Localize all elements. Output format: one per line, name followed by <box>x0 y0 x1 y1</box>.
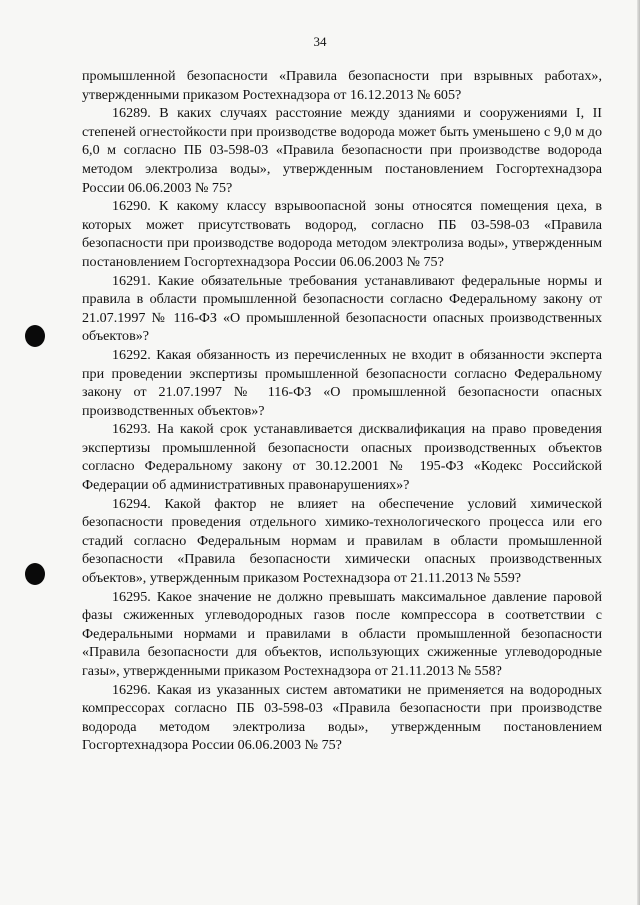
question-16295: 16295. Какое значение не должно превышать максимальное давление паровой фазы сжиженных углеводородных газов после компрессора в соответствии с Федеральными нормами и правилами в области промышленной безопасности «Правила безопасности для объектов, использующих сжиженные углеводородные газы», утвержденными приказом Ростехнадзора от 21.11.2013 № 558? <box>82 588 602 679</box>
text-column <box>82 67 602 755</box>
punch-hole-top <box>25 325 45 347</box>
paragraph-continuation: промышленной безопасности «Правила безопасности при взрывных работах», утвержденными приказом Ростехнадзора от 16.12.2013 № 605? <box>82 68 602 103</box>
page-number: 34 <box>313 34 327 49</box>
question-16294: 16294. Какой фактор не влияет на обеспечение условий химической безопасности проведения отдельного химико-технологического процесса или его стадий согласно Федеральным нормам и правилам в области промышленной безопасности «Правила безопасности химически опасных производственных объектов», утвержденным приказом Ростехнадзора от 21.11.2013 № 559? <box>82 495 602 587</box>
question-16293: 16293. На какой срок устанавливается дисквалификация на право проведения экспертизы промышленной безопасности опасных производственных объектов согласно Федеральному закону от 30.12.2001 № 195-ФЗ «Кодекс Российской Федерации об административных правонарушениях»? <box>82 421 602 494</box>
question-16292: 16292. Какая обязанность из перечисленных не входит в обязанности эксперта при проведении экспертизы промышленной безопасности согласно Федеральному закону от 21.07.1997 № 116-ФЗ «О промышленной безопасности опасных производственных объектов»? <box>82 346 602 419</box>
question-16290: 16290. К какому классу взрывоопасной зоны относятся помещения цеха, в которых может присутствовать водород, согласно ПБ 03-598-03 «Правила безопасности при производстве водорода методом электролиза воды», утвержденным постановлением Госгортехнадзора России 06.06.2003 № 75? <box>82 198 602 270</box>
punch-hole-bottom <box>25 563 45 585</box>
question-16296: 16296. Какая из указанных систем автоматики не применяется на водородных компрессорах согласно ПБ 03-598-03 «Правила безопасности при производстве водорода методом электролиза воды», утвержденным постановлением Госгортехнадзора России 06.06.2003 № 75? <box>82 681 602 754</box>
question-16291: 16291. Какие обязательные требования устанавливают федеральные нормы и правила в области промышленной безопасности согласно Федеральному закону от 21.07.1997 № 116-ФЗ «О промышленной безопасности опасных производственных объектов»? <box>82 272 602 345</box>
question-16289: 16289. В каких случаях расстояние между зданиями и сооружениями I, II степеней огнестойкости при производстве водорода может быть уменьшено с 9,0 м до 6,0 м согласно ПБ 03-598-03 «Правила безопасности при производстве водорода методом электролиза воды», утвержденным постановлением Госгортехнадзора России 06.06.2003 № 75? <box>82 105 602 196</box>
